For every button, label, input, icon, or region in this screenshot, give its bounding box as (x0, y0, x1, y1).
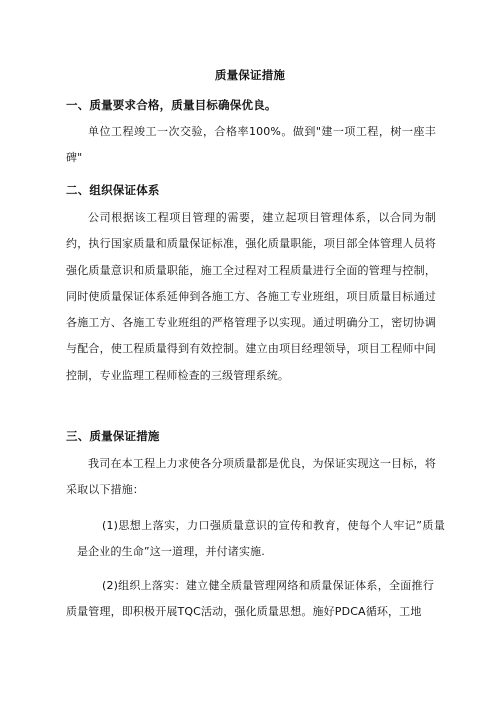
measure-item-organization: (2)组织上落实：建立健全质量管理网络和质量保证体系，全面推行质量管理，即积极开展TQC活动，强化质量思想。施好PDCA循环，工地 (66, 579, 434, 619)
section-paragraph-quality-measures: 我司在本工程上力求使各分项质量都是优良，为保证实现这一目标，将采取以下措施： (66, 457, 436, 497)
measure-item-ideology: (1)思想上落实，力口强质量意识的宣传和教育，使每个人牢记”质量是企业的生命”这一道理，并付诸实施. (77, 519, 445, 559)
section-heading-quality-measures: 三、质量保证措施 (66, 429, 160, 443)
section-heading-quality-goal: 一、质量要求合格，质量目标确保优良。 (66, 98, 277, 112)
section-heading-organization: 二、组织保证体系 (66, 183, 160, 197)
document-title: 质量保证措施 (214, 68, 286, 82)
section-paragraph-quality-goal: 单位工程竣工一次交验，合格率100%。做到"建一项工程，树一座丰碑" (66, 125, 436, 165)
section-paragraph-organization: 公司根据该工程项目管理的需要，建立起项目管理体系，以合同为制约，执行国家质量和质量保证标准，强化质量职能，项目部全体管理人员将强化质量意识和质量职能，施工全过程对工程质量进行全面的管理与控制，同时使质量保证体系延伸到各施工方、各施工专业班组，项目质量目标通过各施工方、各施工专业班组的严格管理予以实现。通过明确分工，密切协调与配合，使工程质量得到有效控制。建立由项目经理领导，项目工程师中间控制，专业监理工程师检查的三级管理系统。 (66, 211, 436, 382)
